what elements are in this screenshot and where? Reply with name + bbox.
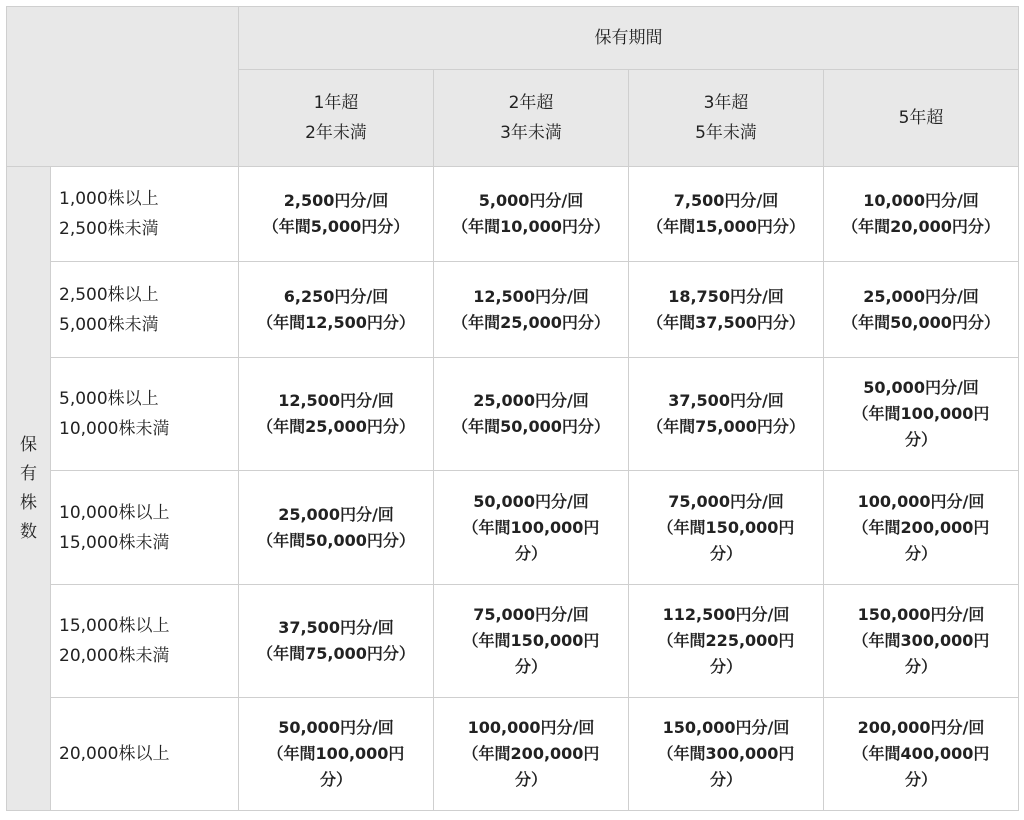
column-header-4	[824, 70, 1019, 167]
shares-held-side-header	[7, 167, 51, 811]
benefit-line: 5,000円分/回	[478, 191, 584, 210]
benefit-line: 37,500円分/回	[668, 391, 784, 410]
share-range-cell	[51, 471, 239, 585]
share-range-line: 5,000株未満	[59, 314, 159, 335]
benefit-line: 50,000円分/回	[473, 491, 589, 511]
column-header-line: 3年超	[703, 93, 749, 113]
share-range-line: 2,500株以上	[59, 284, 159, 305]
benefit-line: （年間50,000円分）	[452, 417, 610, 436]
side-label-char: 数	[20, 521, 37, 542]
benefit-cell	[629, 698, 824, 811]
side-label-char: 有	[20, 463, 37, 484]
benefit-line: 分）	[709, 770, 742, 789]
side-label-char: 株	[20, 492, 37, 513]
benefit-line: 100,000円分/回	[857, 491, 985, 511]
share-range-cell	[51, 585, 239, 698]
benefit-cell	[629, 167, 824, 262]
share-range-cell	[51, 358, 239, 471]
benefit-cell	[239, 471, 434, 585]
share-range-line: 20,000株未満	[59, 646, 170, 666]
holding-period-header	[239, 7, 1019, 70]
benefit-line: 100,000円分/回	[467, 718, 595, 737]
benefit-line: 6,250円分/回	[283, 286, 389, 306]
column-header-1	[239, 70, 434, 167]
benefit-line: （年間100,000円	[267, 744, 405, 763]
column-header-line: 2年超	[508, 93, 554, 113]
benefit-cell	[239, 358, 434, 471]
benefit-line: 18,750円分/回	[668, 286, 784, 306]
shareholder-benefit-table	[6, 6, 1019, 811]
benefit-cell	[629, 471, 824, 585]
benefit-line: 分）	[709, 543, 742, 563]
benefit-line: 分）	[319, 770, 352, 789]
column-header-3	[629, 70, 824, 167]
benefit-line: （年間300,000円	[852, 631, 990, 650]
benefit-line: （年間10,000円分）	[452, 217, 610, 236]
table-row	[7, 167, 1019, 262]
benefit-line: 200,000円分/回	[857, 718, 985, 737]
benefit-cell	[434, 698, 629, 811]
benefit-cell	[824, 585, 1019, 698]
benefit-line: 7,500円分/回	[673, 191, 779, 210]
benefit-line: （年間225,000円	[657, 631, 795, 650]
benefit-line: 25,000円分/回	[863, 286, 979, 306]
benefit-line: 分）	[904, 543, 937, 563]
benefit-cell	[434, 262, 629, 358]
benefit-line: 25,000円分/回	[278, 504, 394, 524]
benefit-cell	[239, 698, 434, 811]
holding-period-label: 保有期間	[594, 28, 663, 48]
column-header-line: 3年未満	[500, 123, 562, 143]
benefit-line: 25,000円分/回	[473, 391, 589, 410]
benefit-line: （年間15,000円分）	[647, 217, 805, 236]
benefit-line: （年間150,000円	[657, 517, 795, 537]
column-header-line: 5年未満	[695, 123, 757, 143]
benefit-line: 12,500円分/回	[278, 391, 394, 410]
table-row	[7, 698, 1019, 811]
benefit-line: 分）	[514, 657, 547, 676]
benefit-line: （年間400,000円	[852, 744, 990, 763]
benefit-line: 分）	[904, 657, 937, 676]
benefit-cell	[239, 167, 434, 262]
header-row-period	[7, 7, 1019, 70]
benefit-line: 分）	[514, 770, 547, 789]
column-header-line: 2年未満	[305, 123, 367, 143]
side-label-char: 保	[20, 434, 37, 455]
benefit-line: 2,500円分/回	[283, 191, 389, 210]
benefit-cell	[434, 471, 629, 585]
share-range-cell	[51, 698, 239, 811]
benefit-line: （年間50,000円分）	[842, 312, 1000, 332]
benefit-cell	[824, 698, 1019, 811]
benefit-line: （年間200,000円	[852, 517, 990, 537]
benefit-line: （年間5,000円分）	[262, 217, 410, 236]
benefit-line: 分）	[904, 770, 937, 789]
benefit-cell	[434, 167, 629, 262]
benefit-line: 50,000円分/回	[278, 718, 394, 737]
share-range-cell	[51, 167, 239, 262]
table-row	[7, 585, 1019, 698]
benefit-line: （年間100,000円	[462, 517, 600, 537]
share-range-line: 15,000株以上	[59, 616, 170, 636]
benefit-line: 分）	[514, 543, 547, 563]
benefit-cell	[629, 262, 824, 358]
benefit-line: （年間37,500円分）	[647, 312, 805, 332]
benefit-cell	[239, 585, 434, 698]
table-row	[7, 262, 1019, 358]
benefit-cell	[434, 585, 629, 698]
benefit-line: （年間300,000円	[657, 744, 795, 763]
table-body	[7, 7, 1019, 811]
share-range-line: 15,000株未満	[59, 532, 170, 553]
benefit-cell	[824, 471, 1019, 585]
benefit-line: 12,500円分/回	[473, 286, 589, 306]
benefit-line: 37,500円分/回	[278, 618, 394, 637]
benefit-line: （年間150,000円	[462, 631, 600, 650]
benefit-line: （年間75,000円分）	[647, 417, 805, 436]
column-header-line: 1年超	[313, 93, 359, 113]
benefit-line: （年間20,000円分）	[842, 217, 1000, 236]
benefit-cell	[629, 585, 824, 698]
table-row	[7, 358, 1019, 471]
share-range-line: 10,000株未満	[59, 419, 170, 439]
benefit-line: 150,000円分/回	[857, 605, 985, 624]
benefit-cell	[629, 358, 824, 471]
share-range-cell	[51, 262, 239, 358]
benefit-line: （年間100,000円	[852, 404, 990, 423]
benefit-line: 112,500円分/回	[662, 605, 790, 624]
benefit-line: （年間200,000円	[462, 744, 600, 763]
share-range-line: 5,000株以上	[59, 389, 159, 409]
share-range-line: 2,500株未満	[59, 219, 159, 239]
benefit-line: （年間25,000円分）	[257, 417, 415, 436]
benefit-line: 75,000円分/回	[473, 605, 589, 624]
table-row	[7, 471, 1019, 585]
benefit-line: 10,000円分/回	[863, 191, 979, 210]
share-range-line: 20,000株以上	[59, 744, 170, 764]
benefit-cell	[239, 262, 434, 358]
share-range-line: 1,000株以上	[59, 189, 159, 209]
benefit-line: （年間12,500円分）	[257, 312, 415, 332]
benefit-line: 分）	[904, 430, 937, 449]
benefit-line: （年間75,000円分）	[257, 644, 415, 663]
benefit-line: 150,000円分/回	[662, 718, 790, 737]
share-range-line: 10,000株以上	[59, 502, 170, 523]
column-header-2	[434, 70, 629, 167]
corner-cell	[7, 7, 239, 167]
benefit-cell	[824, 167, 1019, 262]
benefit-line: 50,000円分/回	[863, 378, 979, 397]
benefit-cell	[824, 262, 1019, 358]
benefit-cell	[434, 358, 629, 471]
benefit-line: （年間50,000円分）	[257, 530, 415, 550]
benefit-line: 75,000円分/回	[668, 491, 784, 511]
benefit-line: 分）	[709, 657, 742, 676]
benefit-cell	[824, 358, 1019, 471]
benefit-line: （年間25,000円分）	[452, 312, 610, 332]
column-header-line: 5年超	[898, 108, 944, 128]
